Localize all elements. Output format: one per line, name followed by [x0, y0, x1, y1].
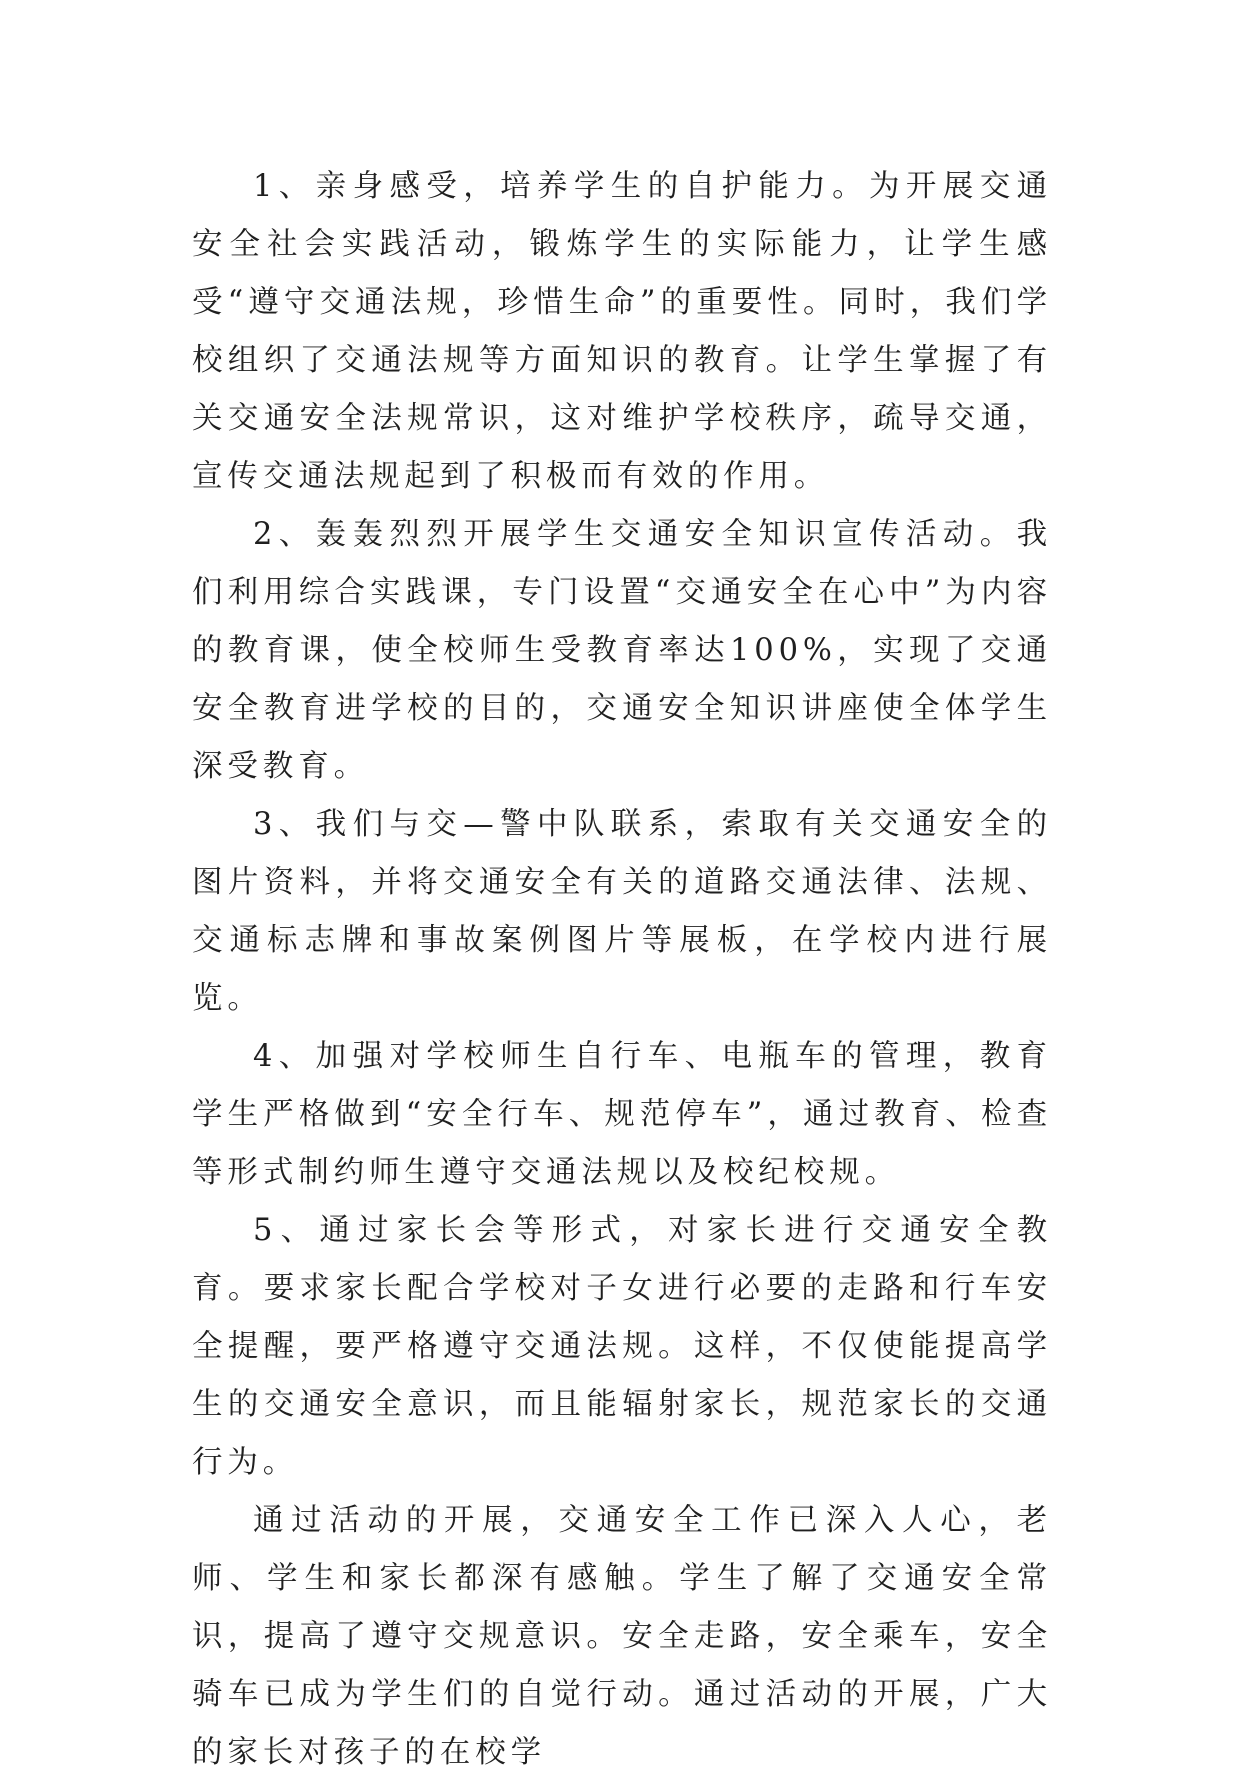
paragraph-4: 4、加强对学校师生自行车、电瓶车的管理，教育学生严格做到“安全行车、规范停车”，通过教育、检查等形式制约师生遵守交通法规以及校纪校规。 [192, 1039, 1052, 1190]
paragraph-6: 通过活动的开展，交通安全工作已深入人心，老师、学生和家长都深有感触。学生了解了交通安全常识，提高了遵守交规意识。安全走路，安全乘车，安全骑车已成为学生们的自觉行动。通过活动的开展，广大的家长对孩子的在校学 [192, 1503, 1052, 1770]
paragraph-5: 5、通过家长会等形式，对家长进行交通安全教育。要求家长配合学校对子女进行必要的走路和行车安全提醒，要严格遵守交通法规。这样，不仅使能提高学生的交通安全意识，而且能辐射家长，规范家长的交通行为。 [192, 1213, 1052, 1480]
paragraph-1: 1、亲身感受，培养学生的自护能力。为开展交通安全社会实践活动，锻炼学生的实际能力，让学生感受“遵守交通法规，珍惜生命”的重要性。同时，我们学校组织了交通法规等方面知识的教育。让学生掌握了有关交通安全法规常识，这对维护学校秩序，疏导交通，宣传交通法规起到了积极而有效的作用。 [192, 169, 1052, 494]
paragraph-2: 2、轰轰烈烈开展学生交通安全知识宣传活动。我们利用综合实践课，专门设置“交通安全在心中”为内容的教育课，使全校师生受教育率达100%，实现了交通安全教育进学校的目的，交通安全知识讲座使全体学生深受教育。 [192, 517, 1052, 784]
document-body [192, 158, 1052, 1782]
paragraph-3: 3、我们与交—警中队联系，索取有关交通安全的图片资料，并将交通安全有关的道路交通法律、法规、交通标志牌和事故案例图片等展板，在学校内进行展览。 [192, 807, 1052, 1016]
